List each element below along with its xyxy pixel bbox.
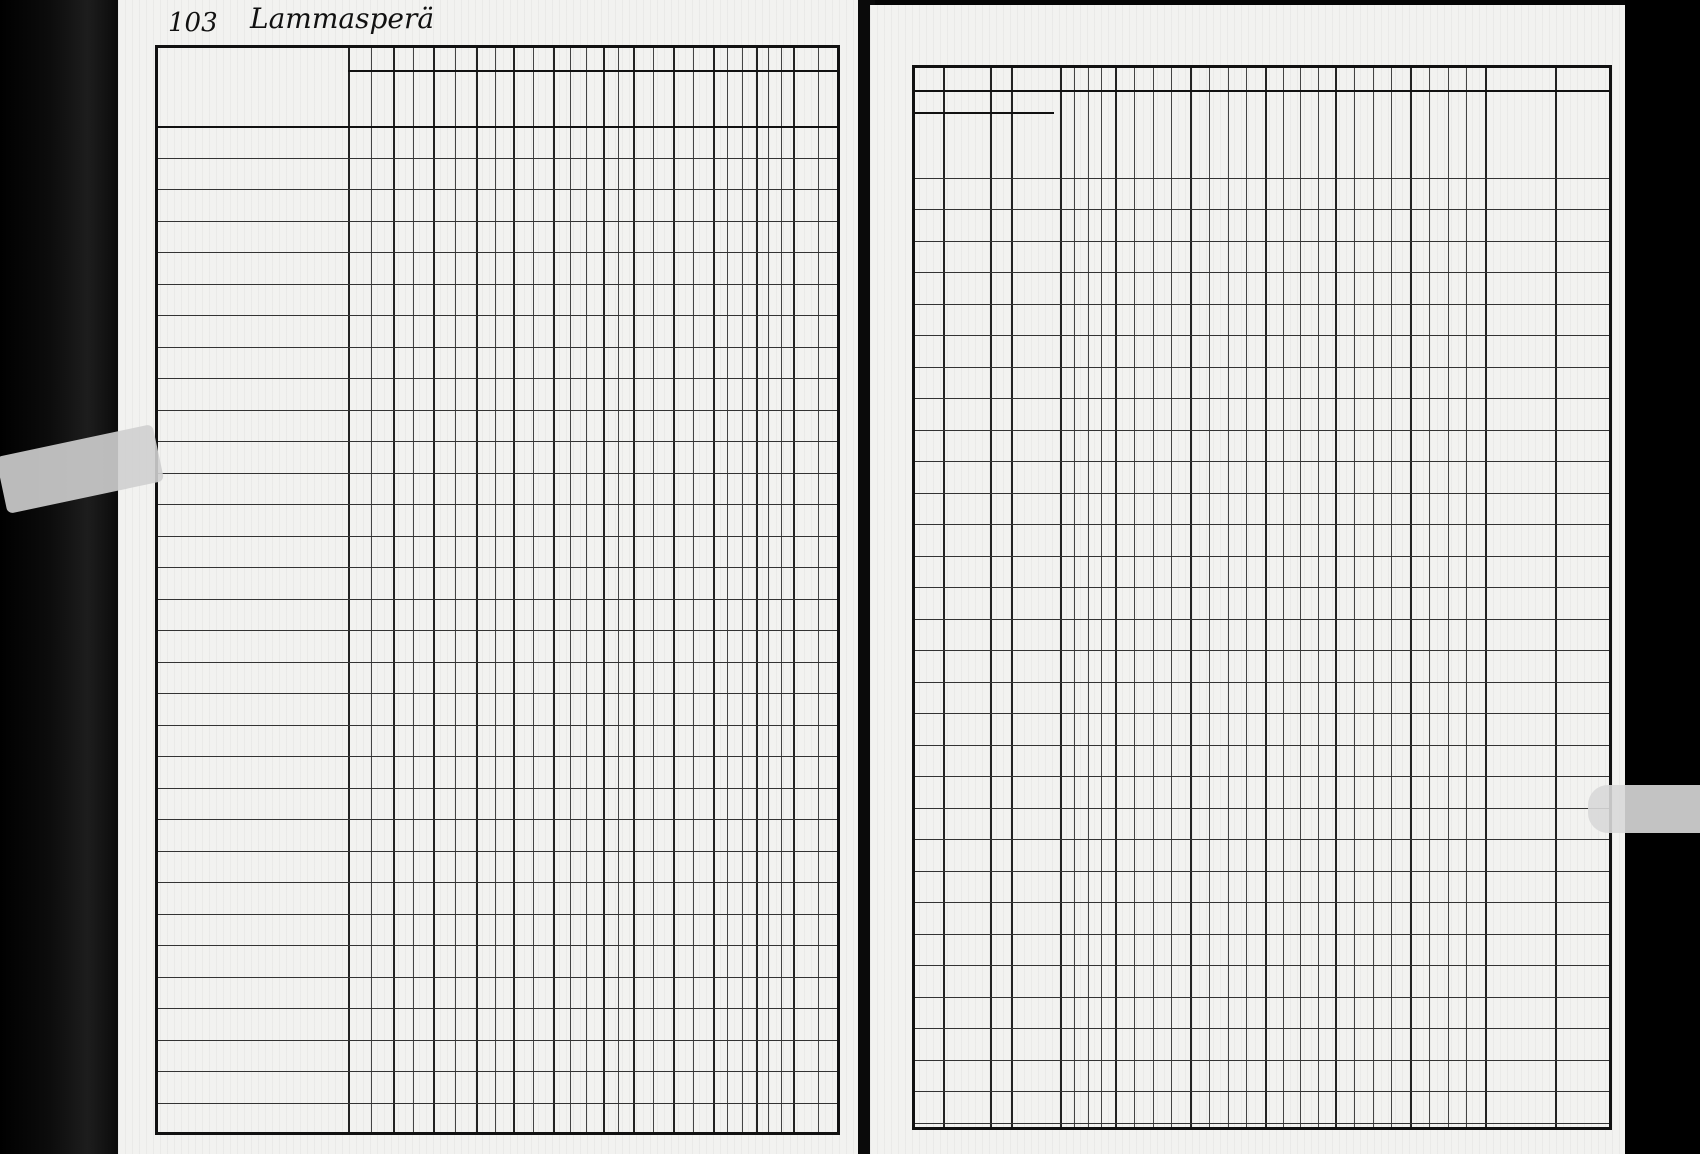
year-subcolumn: [1429, 68, 1430, 1127]
row-rule: [158, 819, 837, 820]
subcolumn-divider: [586, 48, 587, 1132]
row-rule: [915, 650, 1609, 651]
header-bottom-rule: [915, 112, 1054, 114]
column-divider: [1190, 68, 1192, 1127]
year-subcolumn: [1171, 68, 1172, 1127]
row-rule: [915, 713, 1609, 714]
row-rule: [915, 839, 1609, 840]
year-subcolumn: [1354, 68, 1355, 1127]
column-divider: [943, 68, 945, 1127]
row-rule: [915, 367, 1609, 368]
row-rule: [915, 272, 1609, 273]
year-subcolumn: [1448, 68, 1449, 1127]
row-rule: [158, 945, 837, 946]
row-rule: [158, 441, 837, 442]
row-rule: [158, 536, 837, 537]
column-divider: [756, 48, 758, 1132]
scan-edge: [1625, 0, 1700, 1154]
row-rule: [158, 1103, 837, 1104]
column-divider: [1555, 68, 1557, 1127]
row-rule: [158, 1071, 837, 1072]
row-rule: [915, 808, 1609, 809]
book-binding: [0, 0, 125, 1154]
row-rule: [158, 851, 837, 852]
left-register-grid: [155, 45, 840, 1135]
header-bottom-rule: [158, 126, 837, 128]
row-rule: [915, 776, 1609, 777]
row-rule: [915, 556, 1609, 557]
row-rule: [158, 347, 837, 348]
year-subcolumn: [1134, 68, 1135, 1127]
row-rule: [915, 398, 1609, 399]
row-rule: [158, 315, 837, 316]
row-rule: [158, 252, 837, 253]
header-rule: [348, 70, 837, 72]
row-rule: [158, 725, 837, 726]
row-rule: [915, 493, 1609, 494]
column-divider: [348, 48, 350, 1132]
column-divider: [513, 48, 515, 1132]
row-rule: [915, 430, 1609, 431]
row-rule: [158, 473, 837, 474]
subcolumn-divider: [693, 48, 694, 1132]
row-rule: [915, 934, 1609, 935]
column-divider: [553, 48, 555, 1132]
page-number: 103: [168, 8, 218, 38]
column-divider: [990, 68, 992, 1127]
row-rule: [158, 693, 837, 694]
column-divider: [793, 48, 795, 1132]
year-subcolumn: [1101, 68, 1102, 1127]
column-divider: [633, 48, 635, 1132]
column-divider: [393, 48, 395, 1132]
subcolumn-divider: [570, 48, 571, 1132]
row-rule: [158, 1040, 837, 1041]
column-divider: [1115, 68, 1117, 1127]
column-divider: [603, 48, 605, 1132]
row-rule: [915, 461, 1609, 462]
subcolumn-divider: [495, 48, 496, 1132]
subcolumn-divider: [742, 48, 743, 1132]
column-divider: [433, 48, 435, 1132]
subcolumn-divider: [455, 48, 456, 1132]
subcolumn-divider: [781, 48, 782, 1132]
row-rule: [915, 871, 1609, 872]
year-subcolumn: [1466, 68, 1467, 1127]
row-rule: [158, 756, 837, 757]
row-rule: [915, 997, 1609, 998]
row-rule: [915, 1123, 1609, 1124]
row-rule: [915, 1028, 1609, 1029]
row-rule: [158, 662, 837, 663]
column-divider: [476, 48, 478, 1132]
column-divider: [1060, 68, 1062, 1127]
row-rule: [158, 378, 837, 379]
year-subcolumn: [1088, 68, 1089, 1127]
row-rule: [915, 682, 1609, 683]
subcolumn-divider: [618, 48, 619, 1132]
row-rule: [915, 965, 1609, 966]
row-rule: [158, 158, 837, 159]
row-rule: [915, 619, 1609, 620]
row-rule: [915, 587, 1609, 588]
subcolumn-divider: [768, 48, 769, 1132]
row-rule: [158, 221, 837, 222]
row-rule: [915, 335, 1609, 336]
column-divider: [1011, 68, 1013, 1127]
subcolumn-divider: [727, 48, 728, 1132]
year-subcolumn: [1246, 68, 1247, 1127]
column-divider: [1335, 68, 1337, 1127]
column-divider: [713, 48, 715, 1132]
row-rule: [158, 410, 837, 411]
subcolumn-divider: [653, 48, 654, 1132]
year-subcolumn: [1283, 68, 1284, 1127]
column-divider: [673, 48, 675, 1132]
row-rule: [158, 882, 837, 883]
row-rule: [158, 788, 837, 789]
year-subcolumn: [1373, 68, 1374, 1127]
row-rule: [915, 745, 1609, 746]
row-rule: [158, 599, 837, 600]
tape-strip-right: [1588, 785, 1700, 833]
year-subcolumn: [1318, 68, 1319, 1127]
row-rule: [158, 977, 837, 978]
right-register-grid: [912, 65, 1612, 1130]
row-rule: [915, 1060, 1609, 1061]
row-rule: [158, 914, 837, 915]
year-subcolumn: [1391, 68, 1392, 1127]
subcolumn-divider: [413, 48, 414, 1132]
subcolumn-divider: [371, 48, 372, 1132]
year-subcolumn: [1209, 68, 1210, 1127]
row-rule: [158, 567, 837, 568]
row-rule: [158, 1008, 837, 1009]
header-rule: [915, 90, 1609, 92]
year-subcolumn: [1228, 68, 1229, 1127]
row-rule: [915, 304, 1609, 305]
row-rule: [158, 189, 837, 190]
row-rule: [158, 284, 837, 285]
subcolumn-divider: [533, 48, 534, 1132]
column-divider: [1410, 68, 1412, 1127]
row-rule: [915, 524, 1609, 525]
row-rule: [915, 241, 1609, 242]
column-divider: [1485, 68, 1487, 1127]
subcolumn-divider: [818, 48, 819, 1132]
year-subcolumn: [1074, 68, 1075, 1127]
row-rule: [915, 902, 1609, 903]
row-rule: [158, 630, 837, 631]
row-rule: [915, 1091, 1609, 1092]
row-rule: [915, 209, 1609, 210]
year-subcolumn: [1153, 68, 1154, 1127]
row-rule: [915, 178, 1609, 179]
column-divider: [1265, 68, 1267, 1127]
year-subcolumn: [1300, 68, 1301, 1127]
row-rule: [158, 504, 837, 505]
village-title: Lammasperä: [250, 2, 435, 35]
